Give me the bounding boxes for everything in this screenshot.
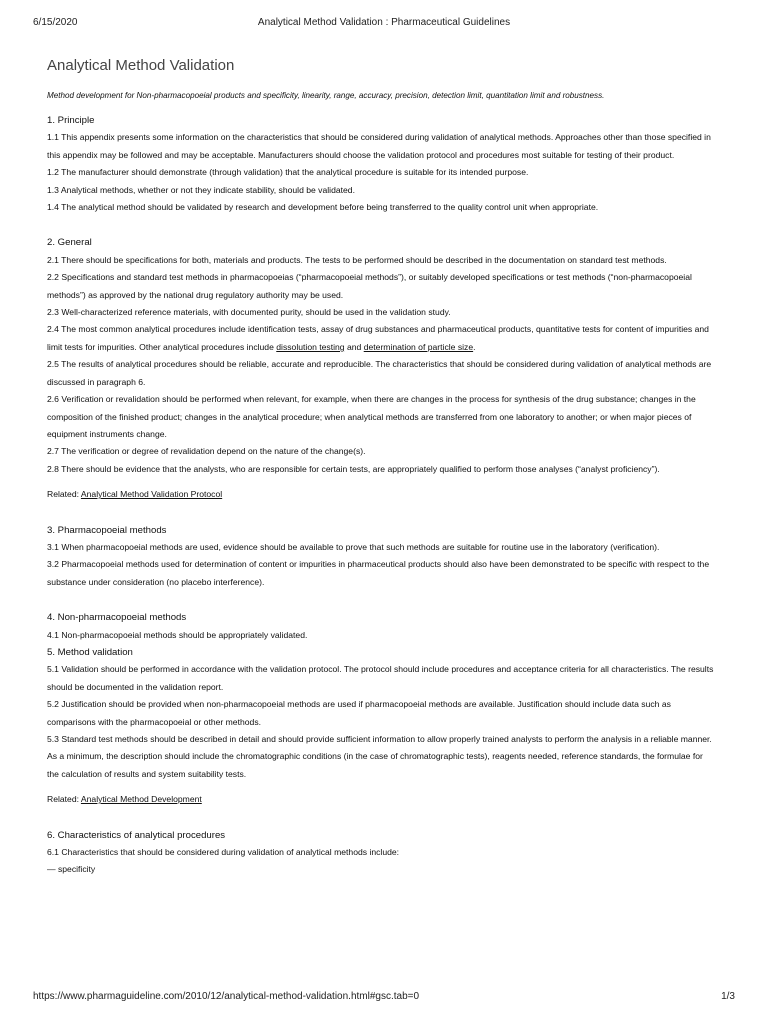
section-heading-non-pharmacopoeial: 4. Non-pharmacopoeial methods: [47, 612, 187, 624]
paragraph-4-1: 4.1 Non-pharmacopoeial methods should be appropriately validated.: [47, 629, 308, 640]
spacer: [47, 591, 717, 609]
article: [47, 56, 717, 879]
paragraph-5-2: 5.2 Justification should be provided when non-pharmacopoeial methods are used if pharmacopoeial methods are available. Justification should include data such as comparisons with the pharmacopoeial or other methods.: [47, 699, 671, 727]
section-heading-pharmacopoeial: 3. Pharmacopoeial methods: [47, 524, 167, 536]
print-footer: [33, 991, 735, 1005]
spacer: [47, 478, 717, 486]
paragraph-2-4-end: .: [473, 341, 476, 352]
print-date: 6/15/2020: [33, 17, 78, 28]
paragraph-2-8: 2.8 There should be evidence that the analysts, who are responsible for certain tests, are appropriately qualified to perform those analyses (“analyst proficiency”).: [47, 463, 660, 474]
paragraph-1-4: 1.4 The analytical method should be validated by research and development before being transferred to the quality control unit when appropriate.: [47, 202, 599, 213]
paragraph-2-1: 2.1 There should be specifications for both, materials and products. The tests to be performed should be described in the documentation on standard test methods.: [47, 254, 667, 265]
article-subtitle: Method development for Non-pharmacopoeial products and specificity, linearity, range, accuracy, precision, detection limit, quantitation limit and robustness.: [47, 91, 605, 100]
spacer: [47, 809, 717, 827]
paragraph-2-2: 2.2 Specifications and standard test methods in pharmacopoeias (“pharmacopoeial methods”), or suitably developed specifications or test methods (“non-pharmacopoeial methods”) as approved by the national drug regulatory authority may be used.: [47, 272, 692, 300]
spacer: [47, 783, 717, 791]
paragraph-1-3: 1.3 Analytical methods, whether or not they indicate stability, should be validated.: [47, 184, 355, 195]
spacer: [47, 504, 717, 522]
spacer: [47, 216, 717, 234]
page-title: Analytical Method Validation: [47, 57, 235, 74]
print-title: Analytical Method Validation : Pharmaceutical Guidelines: [257, 17, 511, 28]
paragraph-3-2: 3.2 Pharmacopoeial methods used for determination of content or impurities in pharmaceutical products should also have been demonstrated to be specific with respect to the substance under consideration (no placebo interference).: [47, 559, 710, 587]
paragraph-1-1: 1.1 This appendix presents some information on the characteristics that should be considered during validation of analytical methods. Approaches other than those specified in this appendix may be followed and may be acceptable. Manufacturers should choose the validation protocol and procedures most suitable for testing of their product.: [47, 132, 711, 160]
paragraph-2-6: 2.6 Verification or revalidation should be performed when relevant, for example, when there are changes in the process for synthesis of the drug substance; changes in the composition of the finished product; changes in the analytical procedure; when analytical methods are transferred from one laboratory to another; or when major pieces of equipment instruments change.: [47, 394, 696, 439]
validation-protocol-link[interactable]: Analytical Method Validation Protocol: [80, 489, 223, 500]
paragraph-5-1: 5.1 Validation should be performed in accordance with the validation protocol. The protocol should include procedures and acceptance criteria for all characteristics. The results should be documented in the validation report.: [47, 664, 714, 692]
particle-size-link[interactable]: determination of particle size: [363, 341, 474, 352]
related-label: Related:: [47, 489, 81, 500]
related-method-development: [47, 791, 717, 808]
paragraph-2-3: 2.3 Well-characterized reference materials, with documented purity, should be used in the validation study.: [47, 307, 451, 318]
paragraph-2-4-text: 2.4 The most common analytical procedures include identification tests, assay of drug substances and pharmaceutical products, quantitative tests for content of impurities and limit tests for impurities. Other analytical procedures include: [47, 324, 709, 352]
method-development-link[interactable]: Analytical Method Development: [80, 794, 202, 805]
paragraph-2-4-conj: and: [344, 341, 364, 352]
paragraph-2-4: [47, 321, 717, 356]
dissolution-testing-link[interactable]: dissolution testing: [276, 341, 345, 352]
paragraph-5-3: 5.3 Standard test methods should be described in detail and should provide sufficient information to allow properly trained analysts to perform the analysis in a reliable manner. As a minimum, the description should include the chromatographic conditions (in the case of chromatographic tests), reagents needed, reference standards, the formulae for the calculation of results and system suitability tests.: [47, 734, 712, 779]
print-header: [33, 17, 735, 31]
paragraph-6-1: 6.1 Characteristics that should be considered during validation of analytical methods include:: [47, 847, 400, 858]
section-heading-principle: 1. Principle: [47, 115, 95, 126]
section-heading-method-validation: 5. Method validation: [47, 646, 133, 658]
list-item-specificity: — specificity: [47, 864, 96, 875]
section-heading-general: 2. General: [47, 237, 92, 249]
paragraph-2-7: 2.7 The verification or degree of revalidation depend on the nature of the change(s).: [47, 446, 366, 457]
paragraph-1-2: 1.2 The manufacturer should demonstrate (through validation) that the analytical procedure is suitable for its intended purpose.: [47, 167, 529, 178]
paragraph-2-5: 2.5 The results of analytical procedures should be reliable, accurate and reproducible. The characteristics that should be considered during validation of analytical methods are discussed in paragraph 6.: [47, 359, 712, 387]
related-validation-protocol: [47, 486, 717, 503]
related-label: Related:: [47, 794, 81, 805]
section-heading-characteristics: 6. Characteristics of analytical procedures: [47, 829, 226, 841]
page-url: https://www.pharmaguideline.com/2010/12/analytical-method-validation.html#gsc.tab=0: [33, 991, 420, 1002]
paragraph-3-1: 3.1 When pharmacopoeial methods are used, evidence should be available to prove that such methods are suitable for routine use in the laboratory (verification).: [47, 541, 660, 552]
page-number: 1/3: [721, 991, 735, 1002]
